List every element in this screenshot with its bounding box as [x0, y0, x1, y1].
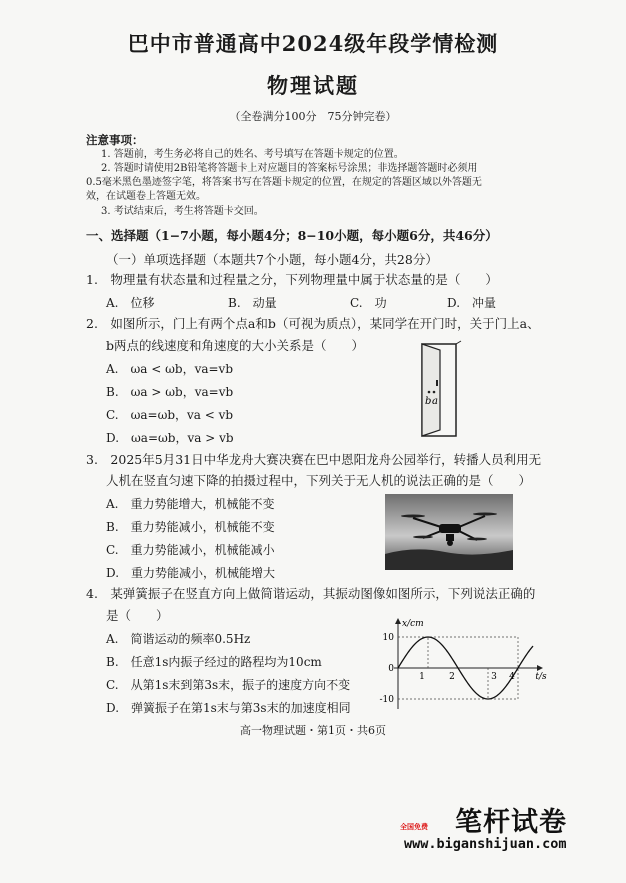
q3-option-d: D. 重力势能减小，机械能增大	[106, 566, 276, 580]
y-axis-arrow	[395, 618, 401, 624]
q4-option-d: D. 弹簧振子在第1s末与第3s末的加速度相同	[106, 701, 351, 715]
notice-item: 0.5毫米黑色墨迹签字笔，将答案书写在答题卡规定的位置，在规定的答题区域以外答题无	[86, 177, 482, 188]
question-4-stem-line2: 是（ ）	[106, 608, 169, 623]
door-point-b-label: b	[425, 396, 432, 407]
x-tick-label: 2	[449, 672, 455, 682]
y-tick-label: 10	[382, 633, 394, 643]
q4-option-a: A. 简谐运动的频率0.5Hz	[106, 632, 251, 646]
section-title: 一、选择题（1−7小题，每小题4分；8−10小题，每小题6分，共46分）	[86, 228, 498, 243]
q3-option-a: A. 重力势能增大，机械能不变	[106, 497, 275, 511]
q2-option-b: B. ωa > ωb，va=vb	[106, 385, 234, 399]
exam-title: 巴中市普通高中2024级年段学情检测	[127, 31, 499, 56]
notice-item: 3. 考试结束后，考生将答题卡交回。	[101, 206, 264, 217]
question-1-stem: 1. 物理量有状态量和过程量之分，下列物理量中属于状态量的是（ ）	[86, 272, 498, 287]
notice-item: 效，在试题卷上答题无效。	[86, 191, 206, 202]
watermark-badge: 全国免费	[400, 823, 428, 831]
question-2-stem-line1: 2. 如图所示，门上有两个点a和b（可视为质点），某同学在开门时，关于门上a、	[86, 316, 540, 331]
q1-option-c: C. 功	[350, 296, 387, 310]
notice-item: 1. 答题前，考生务必将自己的姓名、考号填写在答题卡规定的位置。	[101, 149, 404, 160]
q4-option-c: C. 从第1s末到第3s末，振子的速度方向不变	[106, 678, 351, 692]
q1-option-a: A. 位移	[106, 296, 155, 310]
door-point-a-label: a	[432, 396, 438, 407]
q4-option-b: B. 任意1s内振子经过的路程均为10cm	[106, 655, 322, 669]
question-2-stem-line2: b两点的线速度和角速度的大小关系是（ ）	[106, 338, 365, 353]
question-3-stem-line1: 3. 2025年5月31日中华龙舟大赛决赛在巴中恩阳龙舟公园举行，转播人员利用无	[86, 452, 542, 467]
x-tick-label: 3	[491, 672, 497, 682]
question-4-stem-line1: 4. 某弹簧振子在竖直方向上做简谐运动，其振动图像如图所示，下列说法正确的	[86, 586, 536, 601]
x-tick-label: 4	[509, 672, 515, 682]
y-tick-label: 0	[388, 664, 394, 674]
x-axis-arrow	[537, 665, 543, 671]
x-axis-label: t/s	[535, 672, 547, 682]
exam-subtitle: （全卷满分100分 75分钟完卷）	[229, 110, 397, 123]
page-footer: 高一物理试题・第1页・共6页	[240, 724, 386, 737]
q2-option-c: C. ωa=ωb，va < vb	[106, 408, 234, 422]
x-tick-label: 1	[419, 672, 425, 682]
watermark-url: www.biganshijuan.com	[404, 836, 567, 852]
q3-option-c: C. 重力势能减小，机械能减小	[106, 543, 275, 557]
notice-item: 2. 答题时请使用2B铅笔将答题卡上对应题目的答案标号涂黑；非选择题答题时必须用	[101, 163, 478, 174]
door-figure	[414, 340, 462, 440]
question-3-stem-line2: 人机在竖直匀速下降的拍摄过程中，下列关于无人机的说法正确的是（ ）	[106, 473, 532, 488]
watermark-brand: 笔杆试卷	[455, 807, 567, 838]
drone-photo	[385, 494, 513, 570]
vibration-graph	[368, 616, 547, 712]
part-title: （一）单项选择题（本题共7个小题，每小题4分，共28分）	[106, 252, 438, 267]
notice-heading: 注意事项：	[86, 133, 144, 147]
q3-option-b: B. 重力势能减小，机械能不变	[106, 520, 275, 534]
y-axis-label: x/cm	[402, 619, 424, 629]
q1-option-d: D. 冲量	[447, 296, 497, 310]
q1-option-b: B. 动量	[228, 296, 277, 310]
subject-title: 物理试题	[267, 73, 359, 98]
q2-option-a: A. ωa < ωb，va=vb	[106, 362, 234, 376]
q2-option-d: D. ωa=ωb，va > vb	[106, 431, 234, 445]
y-tick-label: -10	[379, 695, 394, 705]
